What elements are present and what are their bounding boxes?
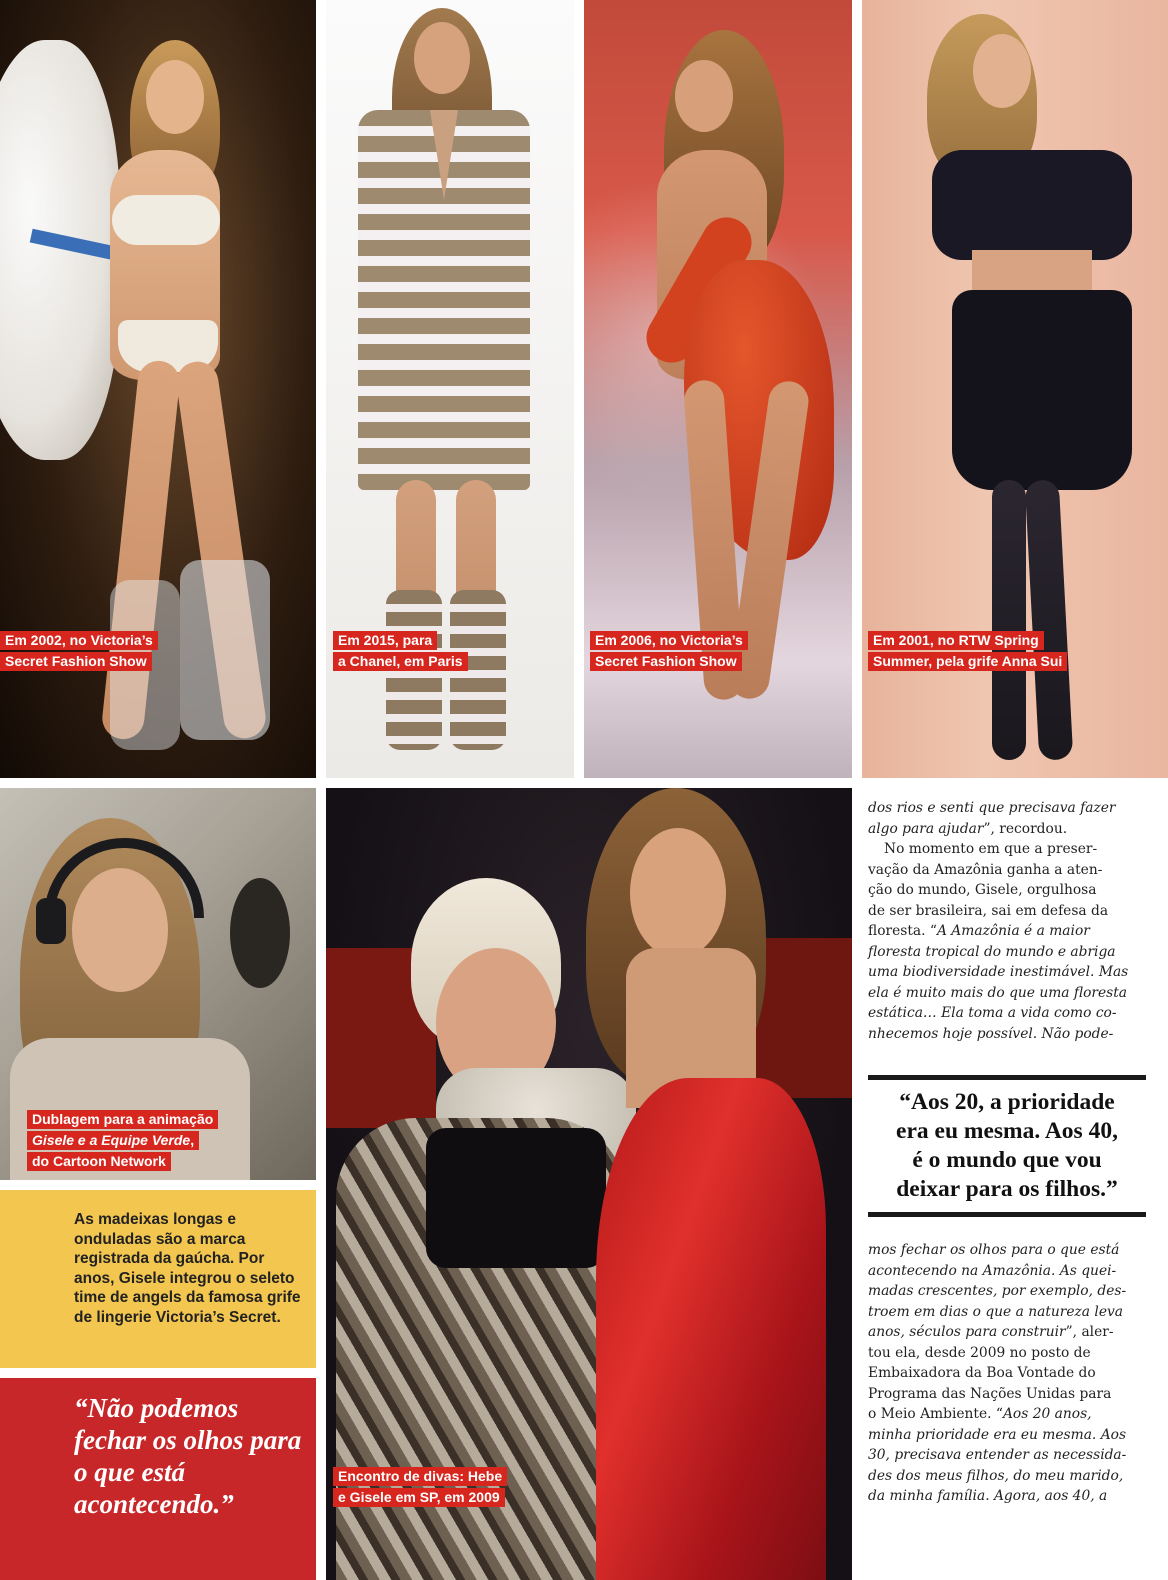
article-line: nhecemos hoje possível. Não pode- [868, 1025, 1114, 1042]
caption-line: Em 2002, no Victoria’s [0, 631, 158, 650]
article-line: Embaixadora da Boa Vontade do [868, 1365, 1096, 1381]
pull-quote-line: era eu mesma. Aos 40, [896, 1118, 1118, 1144]
article-line: vação da Amazônia ganha a aten- [868, 861, 1103, 878]
sidebar-quote-text: “Não podemos fechar os olhos para o que está acontecendo.” [74, 1393, 302, 1519]
article-line: minha prioridade era eu mesma. Aos [868, 1426, 1127, 1443]
caption-line [27, 1131, 199, 1150]
article-line: Aos 20 anos, [1002, 1406, 1092, 1422]
caption-comma: , [190, 1132, 195, 1148]
article-line: ”, aler- [1065, 1324, 1114, 1340]
article-line: ”, recordou. [983, 820, 1068, 837]
article-text-top [868, 798, 1158, 1044]
caption-vs-2002 [0, 631, 158, 673]
caption-line: Em 2006, no Victoria’s [590, 631, 748, 650]
article-line: floresta. “ [868, 923, 937, 939]
article-line: A Amazônia é a maior [936, 923, 1090, 939]
caption-dublagem [27, 1110, 218, 1173]
caption-line: Secret Fashion Show [590, 652, 742, 671]
article-line: troem em dias o que a natureza leva [868, 1303, 1123, 1320]
article-line: o Meio Ambiente. “ [868, 1406, 1003, 1422]
article-text-bottom [868, 1240, 1158, 1507]
caption-anna-sui-2001 [868, 631, 1067, 673]
article-line: dos rios e senti que precisava fazer [868, 800, 1116, 816]
caption-vs-2006 [590, 631, 748, 673]
article-line: No momento em que a preser- [884, 841, 1098, 857]
article-line: uma biodiversidade inestimável. Mas [868, 964, 1129, 980]
article-line: mos fechar os olhos para o que está [868, 1242, 1120, 1258]
sidebar-quote-box [0, 1378, 316, 1580]
caption-line: do Cartoon Network [27, 1152, 171, 1171]
article-line: de ser brasileira, sai em defesa da [868, 902, 1109, 919]
pull-quote [868, 1075, 1146, 1217]
pull-quote-line: deixar para os filhos.” [896, 1176, 1118, 1202]
article-line: ção do mundo, Gisele, orgulhosa [868, 882, 1097, 898]
article-line: tou ela, desde 2009 no posto de [868, 1344, 1091, 1361]
article-line: algo para ajudar [868, 820, 984, 837]
article-line: Programa das Nações Unidas para [868, 1385, 1112, 1402]
caption-line: Encontro de divas: Hebe [333, 1467, 507, 1486]
caption-chanel-2015 [333, 631, 468, 673]
caption-line: e Gisele em SP, em 2009 [333, 1488, 505, 1507]
article-line: da minha família. Agora, aos 40, a [868, 1488, 1108, 1504]
sidebar-fact-box [0, 1190, 316, 1368]
article-line: acontecendo na Amazônia. As quei- [868, 1262, 1117, 1279]
caption-line: Summer, pela grife Anna Sui [868, 652, 1067, 671]
article-line: estática… Ela toma a vida como co- [868, 1005, 1117, 1021]
caption-line: a Chanel, em Paris [333, 652, 468, 671]
photo-hebe-gisele [326, 788, 852, 1580]
caption-line: Secret Fashion Show [0, 652, 152, 671]
article-line: ela é muito mais do que uma floresta [868, 984, 1128, 1001]
article-line: madas crescentes, por exemplo, des- [868, 1283, 1127, 1299]
pull-quote-line: “Aos 20, a prioridade [899, 1089, 1115, 1115]
article-line: floresta tropical do mundo e abriga [868, 943, 1116, 960]
caption-line: Dublagem para a animação [27, 1110, 218, 1129]
caption-italic-title: Gisele e a Equipe Verde [32, 1132, 191, 1148]
sidebar-fact-text: As madeixas longas e onduladas são a marca registrada da gaúcha. Por anos, Gisele integrou o seleto time de angels da famosa grife de lingerie Victoria’s Secret. [74, 1211, 301, 1326]
article-line: 30, precisava entender as necessida- [868, 1447, 1127, 1463]
caption-line: Em 2001, no RTW Spring [868, 631, 1044, 650]
caption-line: Em 2015, para [333, 631, 437, 650]
pull-quote-line: é o mundo que vou [912, 1147, 1102, 1173]
caption-hebe [333, 1467, 507, 1509]
article-line: anos, séculos para construir [868, 1324, 1066, 1340]
article-line: des dos meus filhos, do meu marido, [868, 1467, 1124, 1484]
